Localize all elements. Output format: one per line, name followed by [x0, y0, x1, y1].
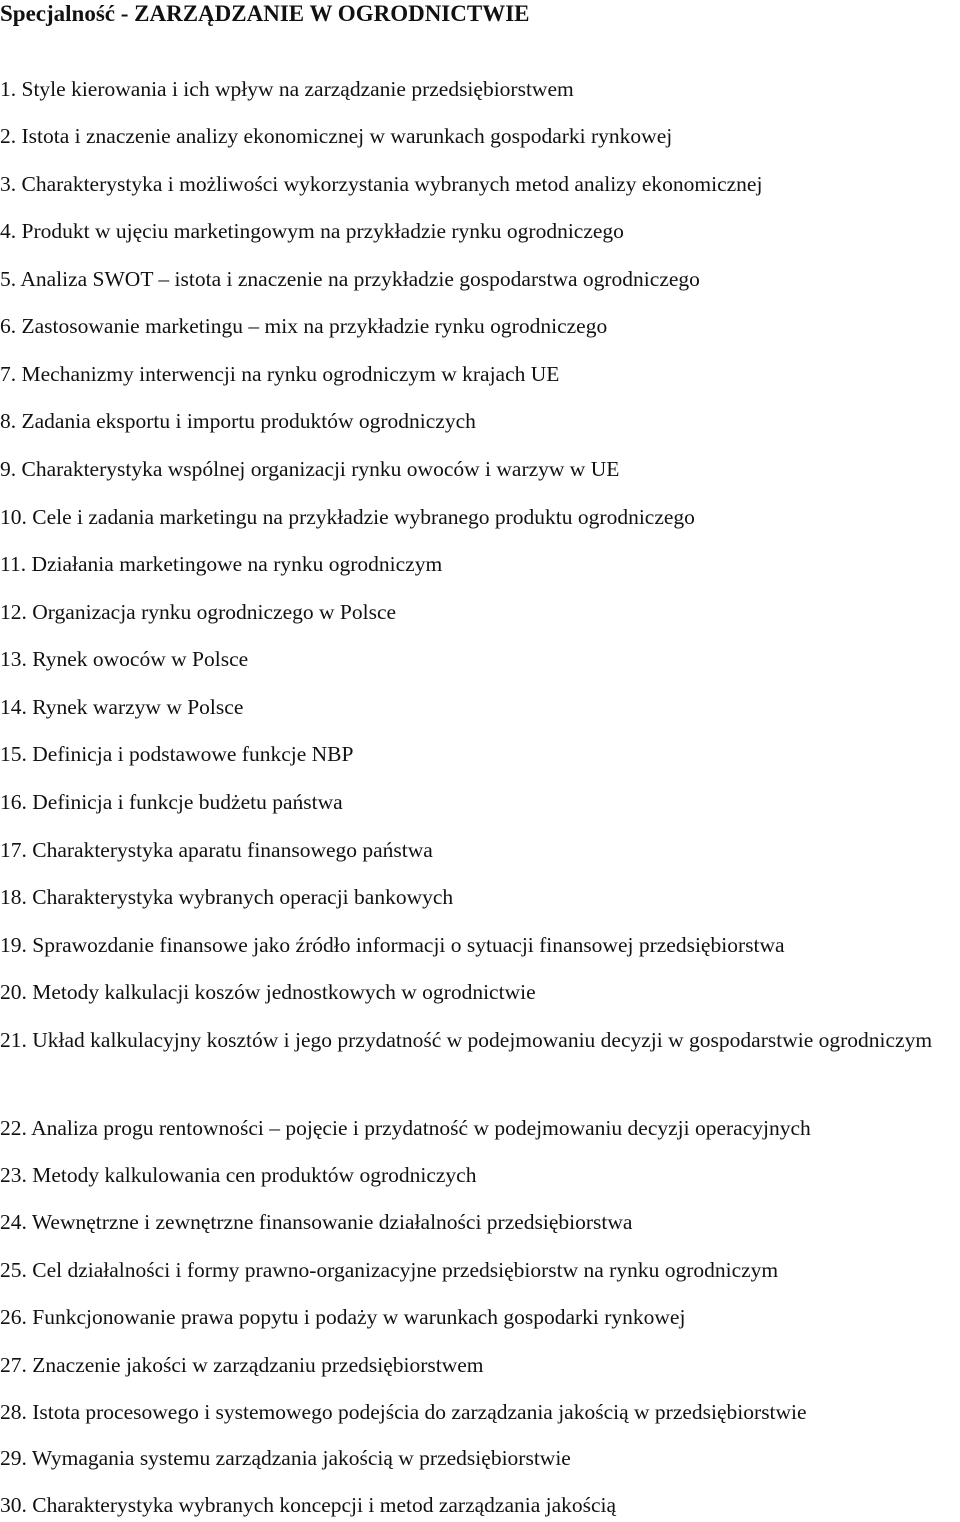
list-item: 8. Zadania eksportu i importu produktów ogrodniczych [0, 409, 476, 433]
list-item: 25. Cel działalności i formy prawno-organizacyjne przedsiębiorstw na rynku ogrodniczym [0, 1258, 779, 1282]
list-item: 19. Sprawozdanie finansowe jako źródło informacji o sytuacji finansowej przedsiębiorstwa [0, 933, 785, 957]
list-item: 28. Istota procesowego i systemowego podejścia do zarządzania jakością w przedsiębiorstwie [0, 1400, 807, 1424]
list-item: 7. Mechanizmy interwencji na rynku ogrodniczym w krajach UE [0, 362, 560, 386]
list-item: 23. Metody kalkulowania cen produktów ogrodniczych [0, 1163, 477, 1187]
list-item: 24. Wewnętrzne i zewnętrzne finansowanie działalności przedsiębiorstwa [0, 1210, 633, 1234]
list-item: 6. Zastosowanie marketingu – mix na przykładzie rynku ogrodniczego [0, 314, 608, 338]
list-item: 21. Układ kalkulacyjny kosztów i jego przydatność w podejmowaniu decyzji w gospodarstwie ogrodniczym [0, 1028, 933, 1052]
list-item: 1. Style kierowania i ich wpływ na zarządzanie przedsiębiorstwem [0, 77, 574, 101]
list-item: 9. Charakterystyka wspólnej organizacji rynku owoców i warzyw w UE [0, 457, 620, 481]
list-item: 11. Działania marketingowe na rynku ogrodniczym [0, 552, 443, 576]
list-item: 30. Charakterystyka wybranych koncepcji i metod zarządzania jakością [0, 1493, 617, 1517]
list-item: 18. Charakterystyka wybranych operacji bankowych [0, 885, 454, 909]
list-item: 3. Charakterystyka i możliwości wykorzystania wybranych metod analizy ekonomicznej [0, 172, 763, 196]
list-item: 29. Wymagania systemu zarządzania jakością w przedsiębiorstwie [0, 1446, 571, 1470]
list-item: 4. Produkt w ujęciu marketingowym na przykładzie rynku ogrodniczego [0, 219, 624, 243]
list-item: 13. Rynek owoców w Polsce [0, 647, 249, 671]
list-item: 16. Definicja i funkcje budżetu państwa [0, 790, 343, 814]
list-item: 14. Rynek warzyw w Polsce [0, 695, 244, 719]
list-item: 12. Organizacja rynku ogrodniczego w Polsce [0, 600, 397, 624]
list-item: 2. Istota i znaczenie analizy ekonomicznej w warunkach gospodarki rynkowej [0, 124, 673, 148]
list-item: 20. Metody kalkulacji koszów jednostkowych w ogrodnictwie [0, 980, 536, 1004]
list-item: 26. Funkcjonowanie prawa popytu i podaży w warunkach gospodarki rynkowej [0, 1305, 686, 1329]
document-title: Specjalność - ZARZĄDZANIE W OGRODNICTWIE [0, 1, 530, 26]
list-item: 15. Definicja i podstawowe funkcje NBP [0, 742, 354, 766]
list-item: 5. Analiza SWOT – istota i znaczenie na przykładzie gospodarstwa ogrodniczego [0, 267, 700, 291]
list-item: 27. Znaczenie jakości w zarządzaniu przedsiębiorstwem [0, 1353, 484, 1377]
list-item: 10. Cele i zadania marketingu na przykładzie wybranego produktu ogrodniczego [0, 505, 695, 529]
list-item: 17. Charakterystyka aparatu finansowego państwa [0, 838, 433, 862]
list-item: 22. Analiza progu rentowności – pojęcie i przydatność w podejmowaniu decyzji operacyjnych [0, 1116, 811, 1140]
